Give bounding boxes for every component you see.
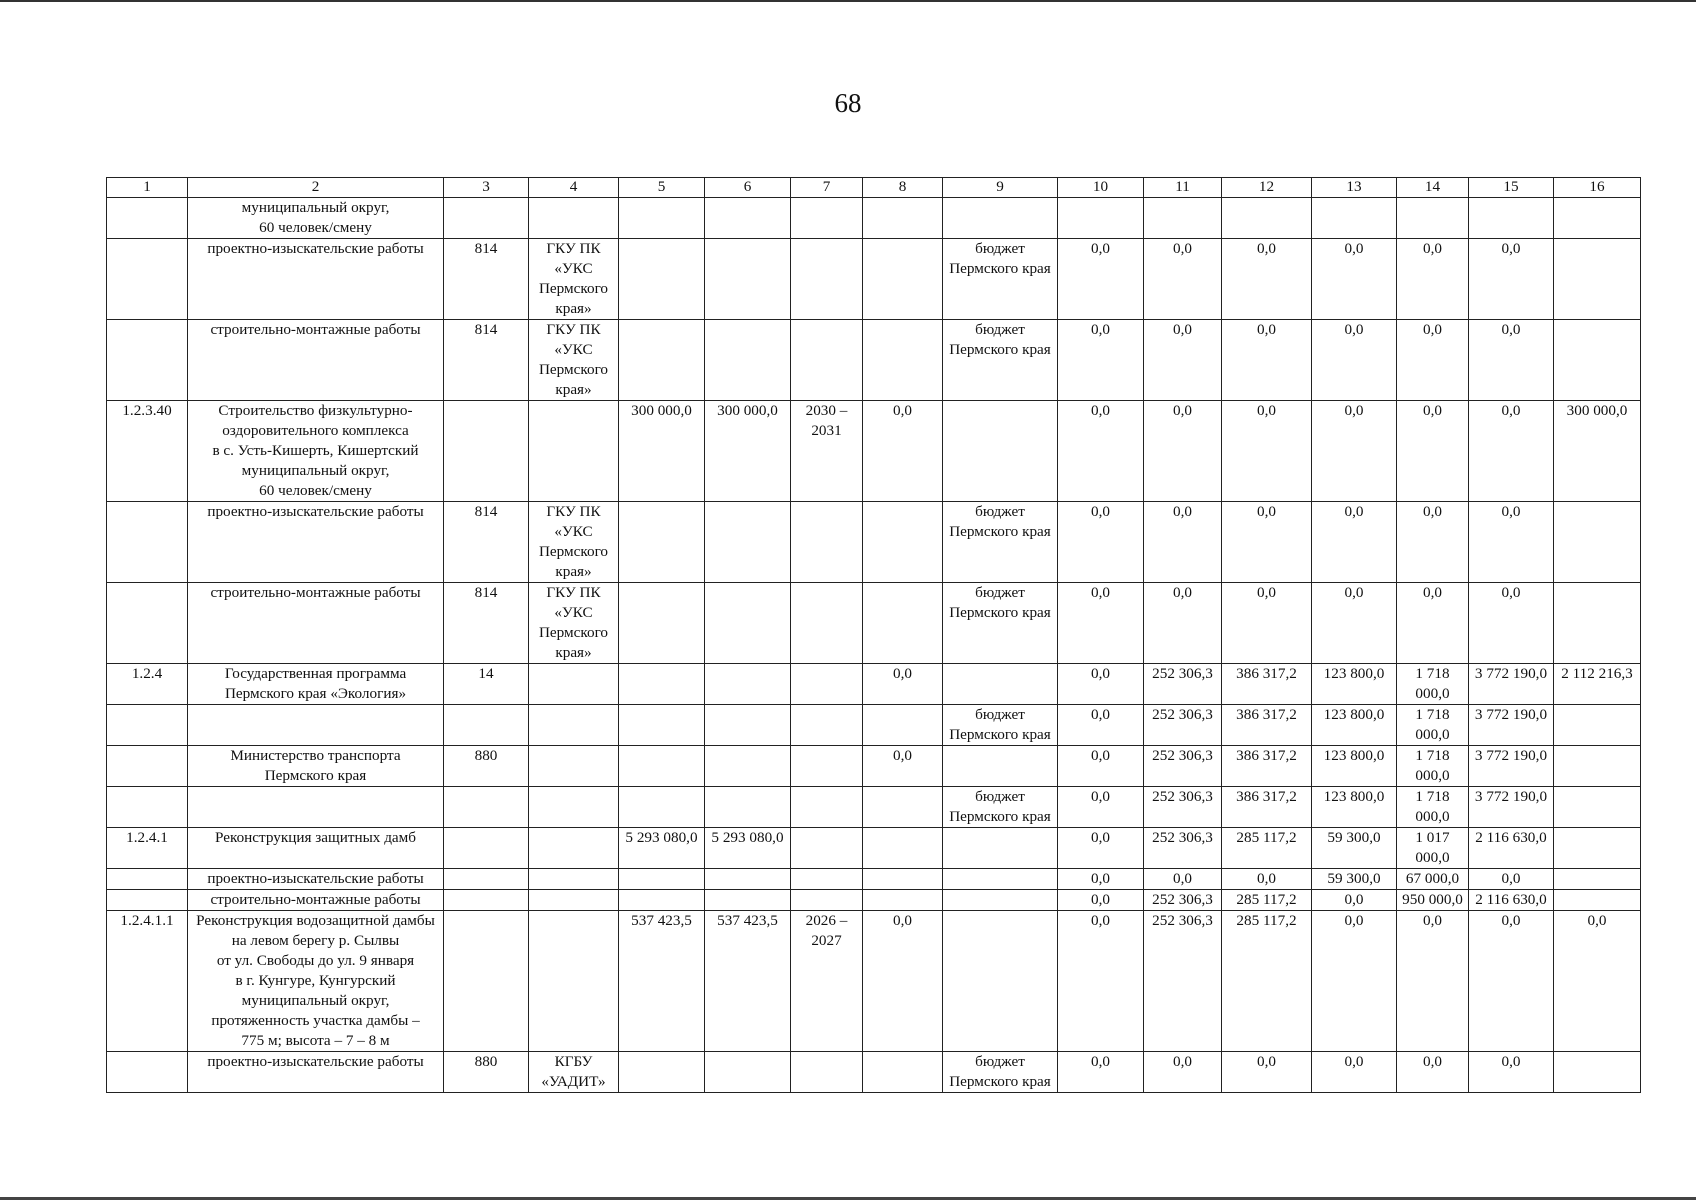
table-cell (107, 746, 188, 787)
header-cell: 11 (1144, 178, 1222, 198)
table-cell: 300 000,0 (1554, 401, 1641, 502)
table-cell (444, 828, 529, 869)
table-cell (619, 583, 705, 664)
table-cell (1554, 1052, 1641, 1093)
table-cell: 0,0 (1397, 911, 1469, 1052)
table-cell: 5 293 080,0 (619, 828, 705, 869)
table-cell (444, 705, 529, 746)
table-cell (529, 869, 619, 890)
table-cell: 2 116 630,0 (1469, 890, 1554, 911)
header-cell: 14 (1397, 178, 1469, 198)
table-cell (619, 890, 705, 911)
table-cell: 0,0 (1144, 401, 1222, 502)
table-cell: 252 306,3 (1144, 787, 1222, 828)
table-cell: 252 306,3 (1144, 911, 1222, 1052)
table-cell (529, 664, 619, 705)
table-cell: 1.2.3.40 (107, 401, 188, 502)
table-cell (444, 198, 529, 239)
table-cell: 1.2.4 (107, 664, 188, 705)
table-cell: проектно-изыскательские работы (188, 1052, 444, 1093)
table-cell: 0,0 (1554, 911, 1641, 1052)
table-row (107, 746, 1641, 787)
table-cell (943, 828, 1058, 869)
table-cell: 0,0 (1312, 1052, 1397, 1093)
table-cell: 537 423,5 (619, 911, 705, 1052)
header-cell: 13 (1312, 178, 1397, 198)
table-cell (1554, 320, 1641, 401)
table-cell (529, 746, 619, 787)
table-cell: 252 306,3 (1144, 890, 1222, 911)
table-cell: 2030 – 2031 (791, 401, 863, 502)
table-row (107, 401, 1641, 502)
table-cell: 0,0 (1469, 1052, 1554, 1093)
header-cell: 4 (529, 178, 619, 198)
table-cell: муниципальный округ, 60 человек/смену (188, 198, 444, 239)
table-cell (791, 787, 863, 828)
page-number: 68 (834, 88, 862, 118)
scan-edge-top (0, 0, 1696, 2)
table-cell (705, 705, 791, 746)
table-cell (444, 911, 529, 1052)
table-cell (1554, 198, 1641, 239)
table-row (107, 198, 1641, 239)
table-cell (791, 705, 863, 746)
table-cell (863, 787, 943, 828)
table-cell: 0,0 (1058, 746, 1144, 787)
table-cell: 0,0 (1469, 239, 1554, 320)
table-cell (107, 502, 188, 583)
table-cell (107, 239, 188, 320)
table-cell: Государственная программа Пермского края «Экология» (188, 664, 444, 705)
table-cell: 0,0 (1058, 911, 1144, 1052)
table-cell: 2 112 216,3 (1554, 664, 1641, 705)
table-cell (943, 198, 1058, 239)
table-row (107, 787, 1641, 828)
table-cell: 1.2.4.1 (107, 828, 188, 869)
table-cell (1554, 828, 1641, 869)
table-cell (863, 320, 943, 401)
table-cell: бюджет Пермского края (943, 239, 1058, 320)
table-cell: Министерство транспорта Пермского края (188, 746, 444, 787)
table-cell (188, 787, 444, 828)
table-cell (107, 787, 188, 828)
table-cell: 0,0 (1312, 502, 1397, 583)
table-cell (791, 890, 863, 911)
table-cell: 59 300,0 (1312, 828, 1397, 869)
table-cell: 0,0 (1144, 583, 1222, 664)
table-cell (1058, 198, 1144, 239)
table-cell: 0,0 (863, 746, 943, 787)
table-cell: проектно-изыскательские работы (188, 869, 444, 890)
table-cell (107, 198, 188, 239)
table-cell: 0,0 (1222, 320, 1312, 401)
table-cell (444, 787, 529, 828)
table-cell: 0,0 (1469, 401, 1554, 502)
header-cell: 9 (943, 178, 1058, 198)
table-cell: ГКУ ПК «УКС Пермского края» (529, 320, 619, 401)
table-cell: 0,0 (1222, 239, 1312, 320)
table-row (107, 502, 1641, 583)
table-cell: 0,0 (1312, 890, 1397, 911)
table-cell: Реконструкция защитных дамб (188, 828, 444, 869)
table-cell: 285 117,2 (1222, 828, 1312, 869)
table-cell: 0,0 (1058, 239, 1144, 320)
table-row (107, 828, 1641, 869)
table-cell: 880 (444, 1052, 529, 1093)
table-cell (1312, 198, 1397, 239)
table-cell: 3 772 190,0 (1469, 664, 1554, 705)
table-cell: 285 117,2 (1222, 911, 1312, 1052)
table-cell: 123 800,0 (1312, 705, 1397, 746)
table-cell (791, 746, 863, 787)
table-cell: 0,0 (1222, 583, 1312, 664)
table-cell (791, 198, 863, 239)
table-cell: 123 800,0 (1312, 787, 1397, 828)
table-cell (1144, 198, 1222, 239)
table-cell: 1 718 000,0 (1397, 705, 1469, 746)
table-cell (791, 1052, 863, 1093)
table-cell: 0,0 (1058, 869, 1144, 890)
header-cell: 7 (791, 178, 863, 198)
table-cell: 300 000,0 (619, 401, 705, 502)
table-cell: Строительство физкультурно- оздоровительного комплекса в с. Усть-Кишерть, Кишертский муниципальный округ, 60 человек/смену (188, 401, 444, 502)
table-cell: 3 772 190,0 (1469, 746, 1554, 787)
table-cell (705, 1052, 791, 1093)
table-cell: 0,0 (863, 911, 943, 1052)
table-row (107, 583, 1641, 664)
header-cell: 8 (863, 178, 943, 198)
table-cell: 0,0 (1312, 401, 1397, 502)
table-cell: 880 (444, 746, 529, 787)
table-cell (791, 502, 863, 583)
table-cell: бюджет Пермского края (943, 502, 1058, 583)
table-cell (1554, 705, 1641, 746)
table-cell: 0,0 (1397, 583, 1469, 664)
table-cell: 2 116 630,0 (1469, 828, 1554, 869)
table-cell: проектно-изыскательские работы (188, 502, 444, 583)
table-cell: ГКУ ПК «УКС Пермского края» (529, 239, 619, 320)
table-cell: 0,0 (1312, 320, 1397, 401)
table-cell: 0,0 (1397, 401, 1469, 502)
table-cell (791, 869, 863, 890)
table-cell: 0,0 (1144, 1052, 1222, 1093)
table-cell: ГКУ ПК «УКС Пермского края» (529, 502, 619, 583)
table-row (107, 1052, 1641, 1093)
table-cell (619, 664, 705, 705)
header-cell: 3 (444, 178, 529, 198)
table-cell: 0,0 (1144, 869, 1222, 890)
table-cell: 14 (444, 664, 529, 705)
table-cell: 0,0 (1312, 239, 1397, 320)
table-cell: бюджет Пермского края (943, 320, 1058, 401)
table-cell: 0,0 (1222, 401, 1312, 502)
table-cell: 0,0 (1222, 1052, 1312, 1093)
table-cell: 0,0 (1144, 239, 1222, 320)
table-cell: 386 317,2 (1222, 746, 1312, 787)
table-cell (943, 869, 1058, 890)
table-cell: 0,0 (1058, 502, 1144, 583)
table-row (107, 869, 1641, 890)
table-cell (863, 239, 943, 320)
table-cell: 950 000,0 (1397, 890, 1469, 911)
table-cell: 814 (444, 239, 529, 320)
table-cell: 0,0 (1397, 502, 1469, 583)
table-cell (863, 890, 943, 911)
table-cell (529, 828, 619, 869)
table-cell (1554, 239, 1641, 320)
table-cell: 0,0 (1222, 502, 1312, 583)
table-cell: 0,0 (1469, 320, 1554, 401)
table-cell (619, 869, 705, 890)
table-cell (943, 911, 1058, 1052)
table-cell (619, 1052, 705, 1093)
table-cell: бюджет Пермского края (943, 583, 1058, 664)
table-cell (1222, 198, 1312, 239)
table-cell (444, 401, 529, 502)
table-cell (705, 502, 791, 583)
table-cell (188, 705, 444, 746)
table-cell (619, 787, 705, 828)
table-cell (1554, 869, 1641, 890)
table-cell: 386 317,2 (1222, 705, 1312, 746)
table-cell: 285 117,2 (1222, 890, 1312, 911)
table-cell (705, 239, 791, 320)
table-cell (619, 502, 705, 583)
table-cell: 0,0 (1058, 1052, 1144, 1093)
table-cell: Реконструкция водозащитной дамбы на левом берегу р. Сылвы от ул. Свободы до ул. 9 января в г. Кунгуре, Кунгурский муниципальный округ, протяженность участка дамбы – 775 м; высота – 7 – 8 м (188, 911, 444, 1052)
table-cell: 3 772 190,0 (1469, 705, 1554, 746)
table-cell (619, 705, 705, 746)
table-cell (529, 911, 619, 1052)
table-cell: 252 306,3 (1144, 705, 1222, 746)
table-cell (863, 198, 943, 239)
table-cell: бюджет Пермского края (943, 1052, 1058, 1093)
table-cell (705, 787, 791, 828)
table-cell (1554, 583, 1641, 664)
table-cell (863, 1052, 943, 1093)
header-cell: 15 (1469, 178, 1554, 198)
table-cell: 537 423,5 (705, 911, 791, 1052)
table-cell: 0,0 (863, 401, 943, 502)
table-cell: проектно-изыскательские работы (188, 239, 444, 320)
table-cell: 0,0 (1058, 828, 1144, 869)
table-cell (529, 198, 619, 239)
table-cell (619, 746, 705, 787)
table-cell: 1 718 000,0 (1397, 664, 1469, 705)
table-cell (529, 787, 619, 828)
table-cell (107, 890, 188, 911)
table-cell: 814 (444, 502, 529, 583)
table-row (107, 664, 1641, 705)
table-cell (943, 401, 1058, 502)
table-cell: 0,0 (1312, 583, 1397, 664)
table-cell: 0,0 (1469, 583, 1554, 664)
table-cell: 386 317,2 (1222, 787, 1312, 828)
table-cell: 2026 – 2027 (791, 911, 863, 1052)
table-cell (863, 502, 943, 583)
table-cell (791, 664, 863, 705)
table-cell: 123 800,0 (1312, 746, 1397, 787)
table-cell (1469, 198, 1554, 239)
table-cell: 0,0 (1144, 320, 1222, 401)
table-cell (1554, 890, 1641, 911)
table-cell: 0,0 (1058, 890, 1144, 911)
table-cell (619, 320, 705, 401)
table-cell (863, 705, 943, 746)
table-cell: 0,0 (1397, 1052, 1469, 1093)
header-cell: 10 (1058, 178, 1144, 198)
table-cell: 814 (444, 583, 529, 664)
table-cell: 5 293 080,0 (705, 828, 791, 869)
table-row (107, 911, 1641, 1052)
table-cell (619, 239, 705, 320)
table-cell (943, 890, 1058, 911)
table-cell (863, 583, 943, 664)
table-cell: 0,0 (1058, 787, 1144, 828)
table-cell (1554, 787, 1641, 828)
table-cell (705, 664, 791, 705)
table-cell (1397, 198, 1469, 239)
table-cell: 0,0 (1222, 869, 1312, 890)
table-cell (107, 1052, 188, 1093)
table-cell (1554, 502, 1641, 583)
header-cell: 6 (705, 178, 791, 198)
table-cell: 0,0 (1058, 401, 1144, 502)
table-cell: 0,0 (1058, 664, 1144, 705)
table-cell (529, 890, 619, 911)
table-cell: ГКУ ПК «УКС Пермского края» (529, 583, 619, 664)
table-cell: 386 317,2 (1222, 664, 1312, 705)
table-cell (705, 890, 791, 911)
table-cell (444, 869, 529, 890)
table-cell: 252 306,3 (1144, 828, 1222, 869)
table-cell (705, 746, 791, 787)
table-cell: строительно-монтажные работы (188, 890, 444, 911)
table-cell: 0,0 (1058, 583, 1144, 664)
table-cell (863, 869, 943, 890)
table-cell: 0,0 (1469, 911, 1554, 1052)
table-cell: 252 306,3 (1144, 746, 1222, 787)
table-cell (107, 869, 188, 890)
table-cell (791, 583, 863, 664)
header-cell: 12 (1222, 178, 1312, 198)
table-cell (943, 664, 1058, 705)
table-cell: 0,0 (1144, 502, 1222, 583)
table-cell: 0,0 (1469, 869, 1554, 890)
table-cell: 123 800,0 (1312, 664, 1397, 705)
table-cell: 0,0 (1058, 705, 1144, 746)
table-cell (107, 705, 188, 746)
table-cell: 1 718 000,0 (1397, 746, 1469, 787)
table-row (107, 320, 1641, 401)
header-cell: 1 (107, 178, 188, 198)
table-cell: 67 000,0 (1397, 869, 1469, 890)
table-cell: 0,0 (1469, 502, 1554, 583)
table-cell (529, 705, 619, 746)
table-cell (619, 198, 705, 239)
table-cell (791, 828, 863, 869)
header-cell: 5 (619, 178, 705, 198)
table-cell (1554, 746, 1641, 787)
table-cell: 3 772 190,0 (1469, 787, 1554, 828)
table-cell: строительно-монтажные работы (188, 583, 444, 664)
table-cell (107, 320, 188, 401)
table-cell: бюджет Пермского края (943, 705, 1058, 746)
table-cell: 1 017 000,0 (1397, 828, 1469, 869)
table-cell: 0,0 (1397, 320, 1469, 401)
table-row (107, 705, 1641, 746)
budget-table (106, 177, 1641, 1093)
table-cell (444, 890, 529, 911)
header-cell: 16 (1554, 178, 1641, 198)
table-cell: 814 (444, 320, 529, 401)
table-cell: 1.2.4.1.1 (107, 911, 188, 1052)
table-cell (705, 198, 791, 239)
table-cell (705, 869, 791, 890)
table-cell (863, 828, 943, 869)
table-cell: 252 306,3 (1144, 664, 1222, 705)
table-cell: 0,0 (863, 664, 943, 705)
table-cell (107, 583, 188, 664)
table-cell: 0,0 (1312, 911, 1397, 1052)
table-cell: 0,0 (1058, 320, 1144, 401)
table-cell: 300 000,0 (705, 401, 791, 502)
table-cell (705, 320, 791, 401)
table-cell: КГБУ «УАДИТ» (529, 1052, 619, 1093)
table-cell (943, 746, 1058, 787)
table-cell (791, 239, 863, 320)
table-cell: бюджет Пермского края (943, 787, 1058, 828)
header-row (107, 178, 1641, 198)
table-row (107, 890, 1641, 911)
table-cell (705, 583, 791, 664)
table-cell (791, 320, 863, 401)
header-cell: 2 (188, 178, 444, 198)
table-cell (529, 401, 619, 502)
table-cell: 0,0 (1397, 239, 1469, 320)
table-row (107, 239, 1641, 320)
table-cell: 1 718 000,0 (1397, 787, 1469, 828)
table-cell: строительно-монтажные работы (188, 320, 444, 401)
table-cell: 59 300,0 (1312, 869, 1397, 890)
